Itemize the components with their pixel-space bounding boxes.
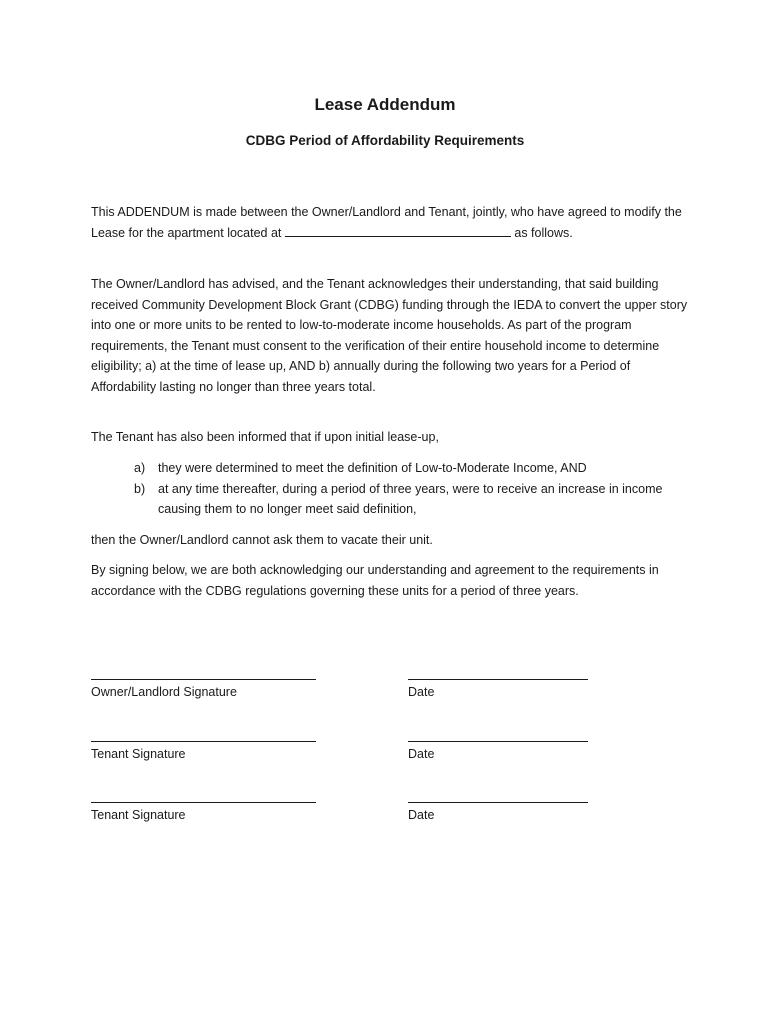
tenant2-signature-line[interactable]: [91, 802, 316, 803]
paragraph-intro: [91, 202, 691, 243]
tenant1-signature-label: Tenant Signature: [91, 747, 186, 761]
list-item-text: they were determined to meet the definition of Low-to-Moderate Income, AND: [158, 461, 587, 475]
tenant2-date-line[interactable]: [408, 802, 588, 803]
conditions-list: [134, 458, 694, 520]
document-subtitle: CDBG Period of Affordability Requirements: [245, 133, 525, 148]
owner-date-line[interactable]: [408, 679, 588, 680]
list-marker: b): [134, 481, 146, 496]
tenant2-signature-label: Tenant Signature: [91, 808, 186, 822]
paragraph-informed: The Tenant has also been informed that if upon initial lease-up,: [91, 430, 439, 444]
tenant1-signature-line[interactable]: [91, 741, 316, 742]
list-item: [134, 458, 694, 479]
paragraph-acknowledge: By signing below, we are both acknowledging our understanding and agreement to the requirements in accordance with the CDBG regulations governing these units for a period of three years.: [91, 563, 659, 598]
address-blank-line[interactable]: [285, 223, 511, 237]
list-item-text: at any time thereafter, during a period of three years, were to receive an increase in income causing them to no longer meet said definition,: [158, 481, 663, 516]
paragraph-program: The Owner/Landlord has advised, and the Tenant acknowledges their understanding, that said building received Community Development Block Grant (CDBG) funding through the IEDA to convert the upper story into one or more units to be rented to low-to-moderate income households. As part of the program requirements, the Tenant must consent to the verification of their entire household income to determine eligibility; a) at the time of lease up, AND b) annually during the following two years for a Period of Affordability lasting no longer than three years total.: [91, 277, 688, 394]
paragraph-intro-start: This ADDENDUM is made between the Owner/Landlord and Tenant, jointly, who have agreed to modify the Lease for the apartment located at: [91, 205, 682, 240]
document-title: Lease Addendum: [314, 95, 456, 114]
list-marker: a): [134, 461, 146, 475]
list-item: [134, 479, 694, 520]
owner-signature-line[interactable]: [91, 679, 316, 680]
owner-signature-label: Owner/Landlord Signature: [91, 685, 237, 699]
paragraph-intro-end: as follows.: [514, 225, 573, 240]
tenant1-date-line[interactable]: [408, 741, 588, 742]
tenant2-date-label: Date: [408, 808, 435, 822]
tenant1-date-label: Date: [408, 747, 435, 761]
owner-date-label: Date: [408, 685, 435, 699]
paragraph-vacate: then the Owner/Landlord cannot ask them to vacate their unit.: [91, 533, 433, 547]
